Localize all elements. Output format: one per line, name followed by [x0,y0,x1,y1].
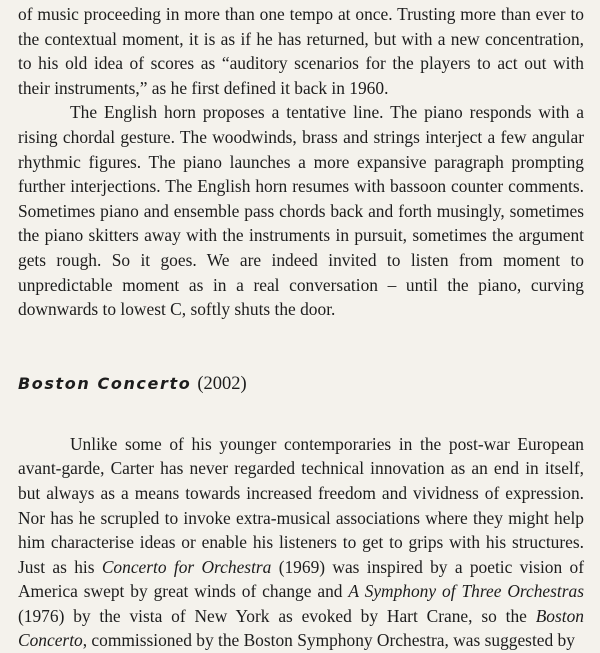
section-heading [18,371,584,397]
paragraph-text-segment: Unlike some of his younger contemporaries in the post-war European avant-garde, Carter has never regarded technical innovation as an end in itself, but always as a means towards increased freedom and vividness of expression. Nor has he scrupled to invoke extra-musical associations where they might help him characterise ideas or enable his listeners to get to grips with his structures. Just as his [18,433,584,577]
work-title-concerto-for-orchestra: Concerto for Orchestra [101,556,272,577]
work-title-symphony-of-three-orchestras: A Symphony of Three Orchestras [348,581,584,602]
work-title-boston-concerto: Boston Concerto [18,605,584,651]
paragraph-boston-concerto [18,432,584,653]
paragraph-text-segment: , commissioned by the Boston Symphony Orchestra, was suggested by [82,630,575,651]
document-page [18,2,584,653]
paragraph-text-segment: (1976) by the vista of New York as evoked by Hart Crane, so the [18,605,536,626]
section-year: (2002) [197,373,247,394]
paragraph-text-segment: (1969) was inspired by a poetic vision of America swept by great winds of change and [18,556,585,602]
paragraph-conversation: The English horn proposes a tentative line. The piano responds with a rising chordal gesture. The woodwinds, brass and strings interject a few angular rhythmic figures. The piano launches a more expansive paragraph prompting further interjections. The English horn resumes with bassoon counter comments. Sometimes piano and ensemble pass chords back and forth musingly, sometimes the piano skitters away with the instruments in pursuit, sometimes the argument gets rough. So it goes. We are indeed invited to listen from moment to unpredictable moment as in a real conversation – until the piano, curving downwards to lowest C, softly shuts the door. [18,102,584,320]
section-title: Boston Concerto [18,373,192,393]
paragraph-intro: of music proceeding in more than one tempo at once. Trusting more than ever to the contextual moment, it is as if he has returned, but with a new concentration, to his old idea of scores as “auditory scenarios for the players to act out with their instruments,” as he first defined it back in 1960. [18,4,584,98]
